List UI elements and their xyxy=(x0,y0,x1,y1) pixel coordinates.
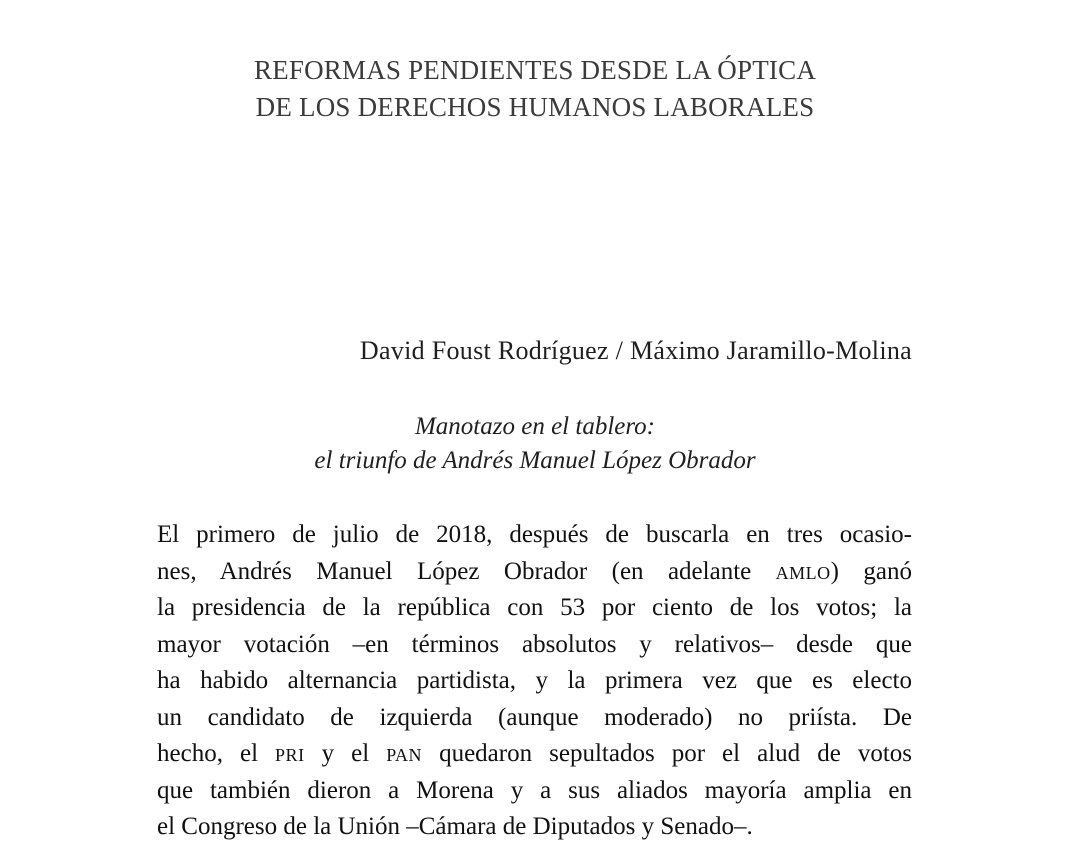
section-heading-line-1: Manotazo en el tablero: xyxy=(414,413,655,440)
chapter-title-line-1: REFORMAS PENDIENTES DESDE LA ÓPTICA xyxy=(253,55,817,85)
chapter-title xyxy=(0,52,1070,126)
acronym-pri: pri xyxy=(275,740,305,767)
paragraph-line: un candidato de izquierda (aunque moderado) no priísta. De xyxy=(157,703,912,731)
paragraph-line: que también dieron a Morena y a sus aliados mayoría amplia en xyxy=(157,776,912,804)
section-heading xyxy=(0,410,1070,478)
paragraph-line xyxy=(157,554,912,591)
paragraph-line: El primero de julio de 2018, después de buscarla en tres ocasio- xyxy=(157,521,912,548)
paragraph-text: y el xyxy=(304,740,387,767)
paragraph-line: mayor votación –en términos absolutos y relativos– desde que xyxy=(157,630,912,658)
paragraph-text: hecho, el xyxy=(157,740,276,767)
paragraph-text: quedaron sepultados por el alud de votos xyxy=(422,740,913,767)
section-heading-line-2: el triunfo de Andrés Manuel López Obrador xyxy=(314,447,756,474)
body-paragraph xyxy=(157,517,912,846)
author-names: David Foust Rodríguez / Máximo Jaramillo-Molina xyxy=(359,336,912,365)
paragraph-line xyxy=(157,736,912,773)
paragraph-text: nes, Andrés Manuel López Obrador (en adelante xyxy=(157,557,776,585)
paragraph-line: la presidencia de la república con 53 por ciento de los votos; la xyxy=(157,594,912,621)
paragraph-text: ) ganó xyxy=(830,557,912,585)
chapter-title-line-2: DE LOS DERECHOS HUMANOS LABORALES xyxy=(255,92,815,122)
paragraph-line: el Congreso de la Unión –Cámara de Diputados y Senado–. xyxy=(157,813,753,840)
acronym-amlo: amlo xyxy=(775,557,831,585)
paragraph-line: ha habido alternancia partidista, y la primera vez que es electo xyxy=(157,667,912,694)
acronym-pan: pan xyxy=(386,740,423,767)
